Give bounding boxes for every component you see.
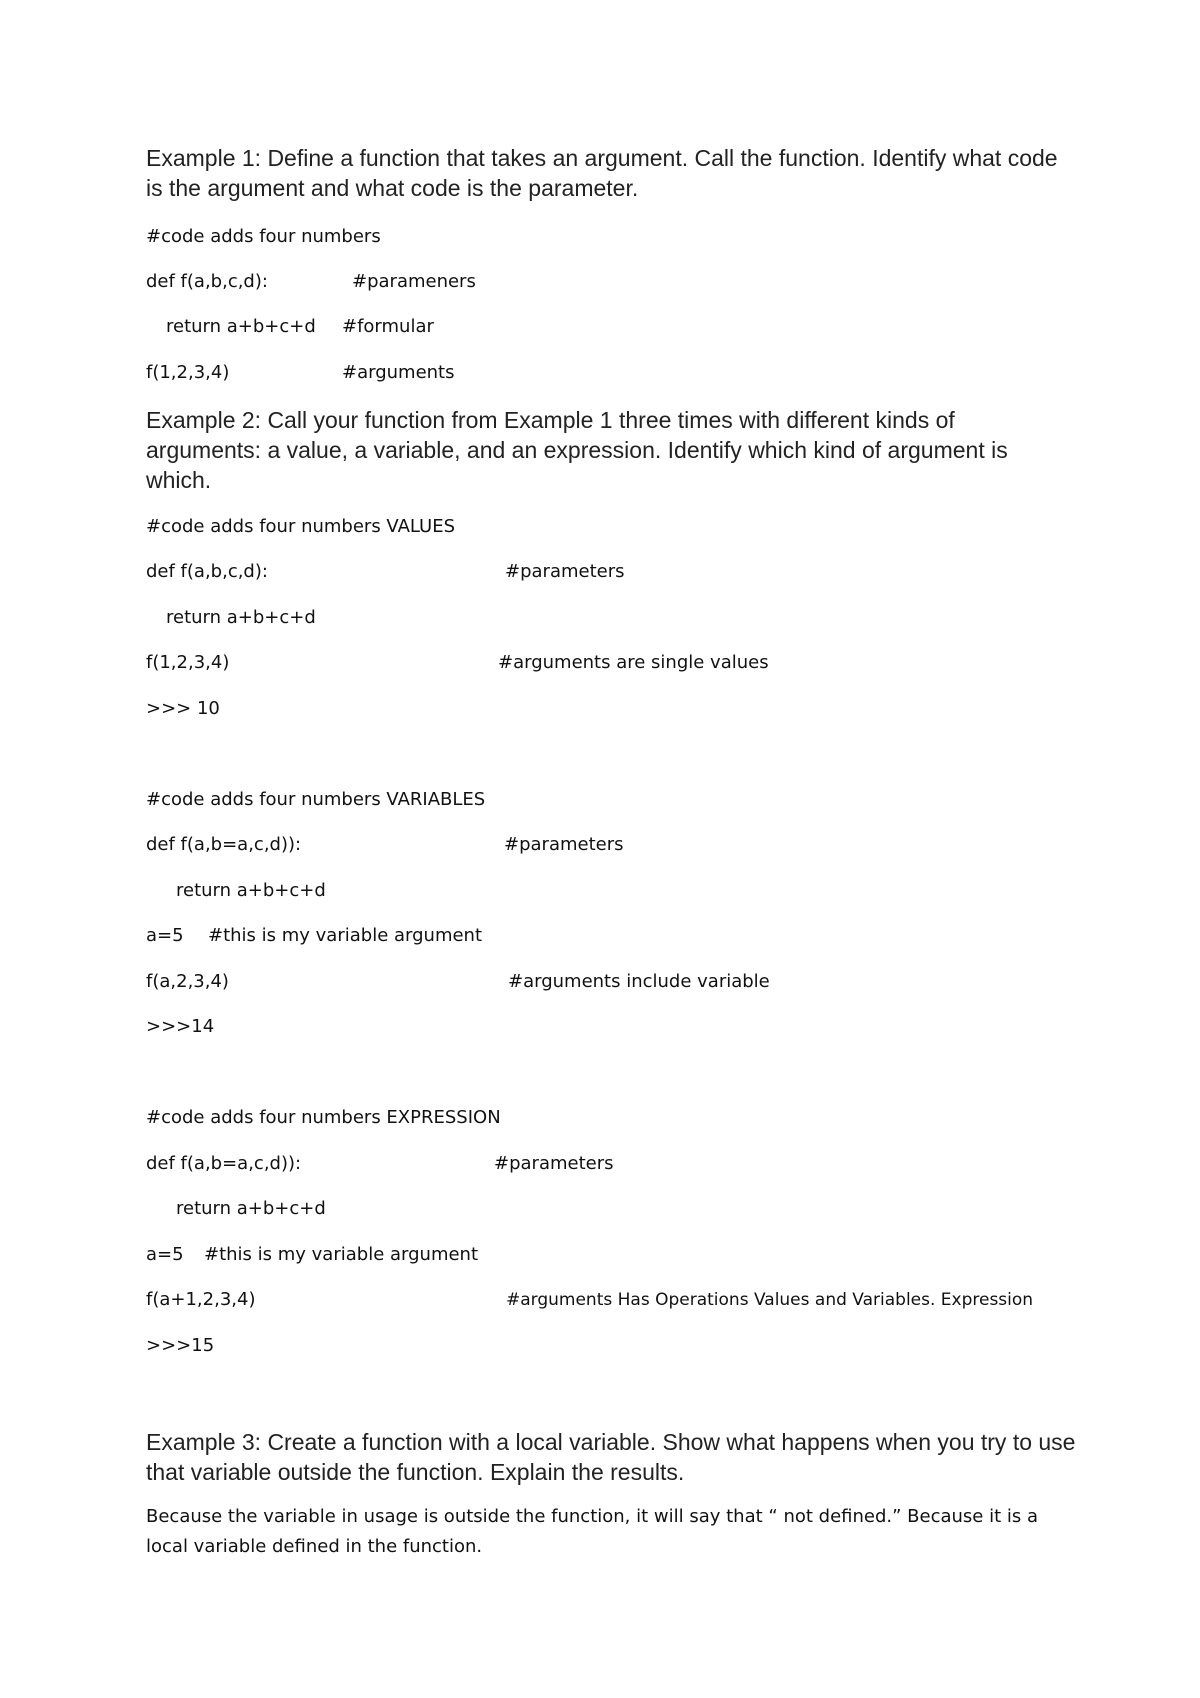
code-text: #code adds four numbers xyxy=(146,226,381,247)
code-line xyxy=(146,1241,1146,1269)
code-line xyxy=(146,359,1146,387)
code-text: f(1,2,3,4) xyxy=(146,362,230,383)
code-line xyxy=(146,313,1146,341)
code-text: f(1,2,3,4) xyxy=(146,652,230,673)
code-text: >>> 10 xyxy=(146,698,220,719)
code-text: return a+b+c+d xyxy=(166,316,316,337)
code-comment: #arguments xyxy=(342,362,455,383)
code-line xyxy=(146,968,1146,996)
code-text: >>>15 xyxy=(146,1335,215,1356)
code-line xyxy=(146,695,1146,723)
example-1-heading: Example 1: Define a function that takes an argument. Call the function. Identify what code is the argument and what code is the parameter. xyxy=(146,145,1058,201)
code-line xyxy=(146,1013,1146,1041)
code-comment: #parameters xyxy=(505,561,625,582)
code-text: a=5 xyxy=(146,925,184,946)
code-text: return a+b+c+d xyxy=(176,1198,326,1219)
code-line xyxy=(146,223,1146,251)
code-line xyxy=(146,558,1146,586)
code-comment: #arguments include variable xyxy=(508,971,770,992)
code-text: >>>14 xyxy=(146,1016,215,1037)
code-line xyxy=(146,831,1146,859)
code-line xyxy=(146,649,1146,677)
code-line xyxy=(146,268,1146,296)
code-comment: #this is my variable argument xyxy=(204,1244,479,1265)
code-text: def f(a,b=a,c,d)): xyxy=(146,834,302,855)
code-text: def f(a,b,c,d): xyxy=(146,271,268,292)
code-text: def f(a,b=a,c,d)): xyxy=(146,1153,302,1174)
code-line xyxy=(146,786,1146,814)
code-comment: #arguments are single values xyxy=(498,652,769,673)
code-line xyxy=(146,922,1146,950)
code-line xyxy=(146,604,1146,632)
code-text: f(a+1,2,3,4) xyxy=(146,1289,256,1310)
code-line xyxy=(146,1332,1146,1360)
code-comment: #this is my variable argument xyxy=(208,925,483,946)
code-line xyxy=(146,513,1146,541)
code-text: return a+b+c+d xyxy=(176,880,326,901)
code-comment: #parameners xyxy=(352,271,476,292)
example-3-explanation: Because the variable in usage is outside the function, it will say that “ not defined.” Because it is a local variable defined in the function. xyxy=(146,1506,1039,1557)
code-comment: #parameters xyxy=(494,1153,614,1174)
code-text: f(a,2,3,4) xyxy=(146,971,229,992)
code-line xyxy=(146,1286,1146,1314)
code-text: #code adds four numbers VALUES xyxy=(146,516,456,537)
code-text: def f(a,b,c,d): xyxy=(146,561,268,582)
code-text: return a+b+c+d xyxy=(166,607,316,628)
code-comment: #arguments Has Operations Values and Variables. Expression xyxy=(506,1290,1034,1310)
code-comment: #formular xyxy=(342,316,434,337)
code-line xyxy=(146,1195,1146,1223)
example-2-heading: Example 2: Call your function from Example 1 three times with different kinds of arguments: a value, a variable, and an expression. Identify which kind of argument is which. xyxy=(146,407,1008,493)
example-3-heading: Example 3: Create a function with a local variable. Show what happens when you try to use that variable outside the function. Explain the results. xyxy=(146,1429,1076,1485)
code-line xyxy=(146,877,1146,905)
code-text: #code adds four numbers EXPRESSION xyxy=(146,1107,501,1128)
code-comment: #parameters xyxy=(504,834,624,855)
code-line xyxy=(146,1104,1146,1132)
code-text: #code adds four numbers VARIABLES xyxy=(146,789,486,810)
code-line xyxy=(146,1150,1146,1178)
code-text: a=5 xyxy=(146,1244,184,1265)
